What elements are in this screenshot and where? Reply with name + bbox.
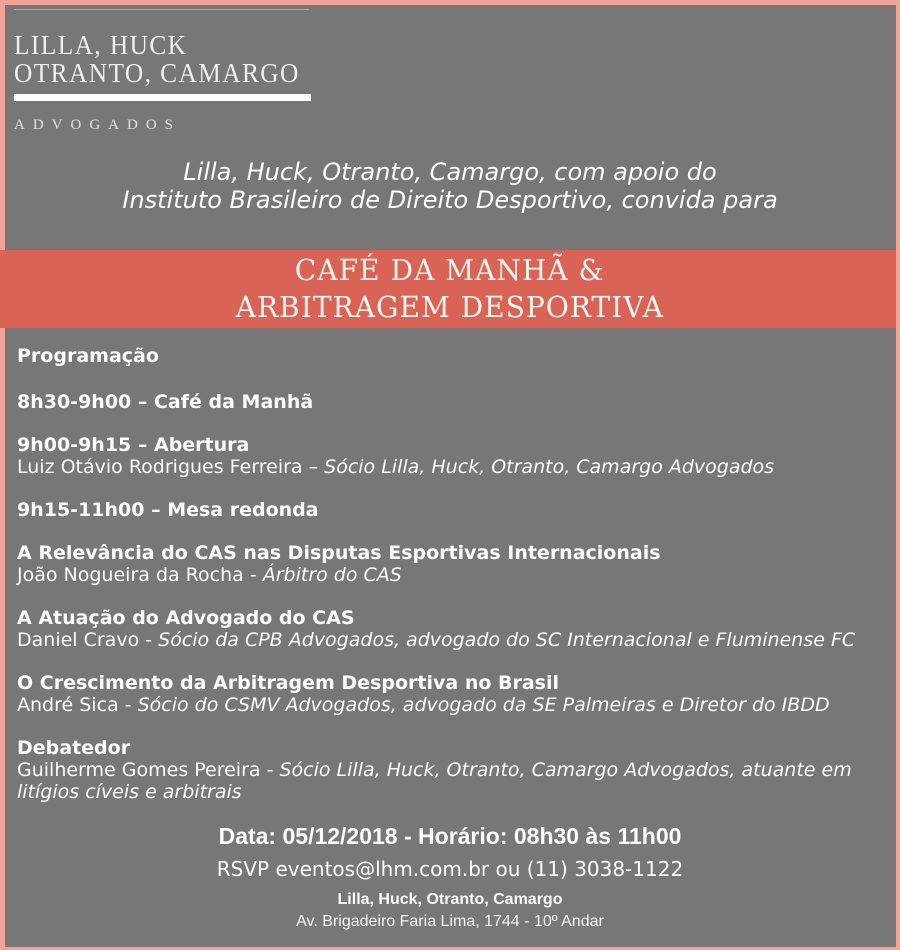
invitation-intro [0,158,900,214]
logo-name-line1: LILLA, HUCK [14,30,188,60]
speaker-role: Sócio Lilla, Huck, Otranto, Camargo Advogados [324,456,775,478]
logo-name-line2: OTRANTO, CAMARGO [14,58,300,88]
program-item-title: A Atuação do Advogado do CAS [17,607,355,629]
event-details-footer [0,822,900,933]
program-item-title: Debatedor [17,737,131,759]
logo-subtitle: ADVOGADOS [14,117,182,133]
program-item-title: 8h30-9h00 – Café da Manhã [17,391,314,413]
intro-line2: Instituto Brasileiro de Direito Desportivo, convida para [122,186,778,214]
program-item-speaker [17,694,883,716]
firm-logo [14,9,314,134]
footer-firm-name: Lilla, Huck, Otranto, Camargo [337,891,563,908]
event-title-line2: ARBITRAGEM DESPORTIVA [235,290,665,324]
logo-divider-bar [14,94,311,101]
program-item [17,499,883,521]
speaker-role: Árbitro do CAS [262,564,402,586]
program-heading: Programação [17,345,159,367]
speaker-role: Sócio do CSMV Advogados, advogado da SE Palmeiras e Diretor do IBDD [137,694,830,716]
program-item-title: 9h15-11h00 – Mesa redonda [17,499,319,521]
speaker-name: Luiz Otávio Rodrigues Ferreira – [17,456,325,478]
event-date-time: Data: 05/12/2018 - Horário: 08h30 às 11h00 [218,823,682,849]
logo-top-rule [14,9,309,10]
program-item [17,607,883,651]
event-title-banner [0,250,900,328]
program-item [17,391,883,413]
rsvp-contact: RSVP eventos@lhm.com.br ou (11) 3038-1122 [216,857,684,881]
footer-address: Av. Brigadeiro Faria Lima, 1744 - 10º Andar [296,913,604,930]
speaker-role: Sócio da CPB Advogados, advogado do SC Internacional e Fluminense FC [158,629,856,651]
program-item-speaker [17,629,883,651]
program-item-speaker [17,564,883,586]
program-item-speaker [17,759,883,803]
event-title-line1: CAFÉ DA MANHÃ & [295,253,605,287]
logo-firm-name [14,30,300,88]
program-item-title: 9h00-9h15 – Abertura [17,434,250,456]
program-item [17,434,883,478]
program-item [17,737,883,803]
program-item-title: O Crescimento da Arbitragem Desportiva no Brasil [17,672,560,694]
program-item-speaker [17,456,883,478]
speaker-role: Sócio Lilla, Huck, Otranto, Camargo Advogados, atuante em litígios cíveis e arbitrais [17,759,852,803]
speaker-name: Daniel Cravo - [17,629,159,651]
intro-line1: Lilla, Huck, Otranto, Camargo, com apoio do [183,158,717,186]
program-section [17,345,883,824]
program-item-title: A Relevância do CAS nas Disputas Esportivas Internacionais [17,542,661,564]
speaker-name: João Nogueira da Rocha - [17,564,263,586]
frame-border-right [896,0,900,950]
speaker-name: André Sica - [17,694,138,716]
speaker-name: Guilherme Gomes Pereira - [17,759,280,781]
program-item [17,542,883,586]
program-item [17,672,883,716]
